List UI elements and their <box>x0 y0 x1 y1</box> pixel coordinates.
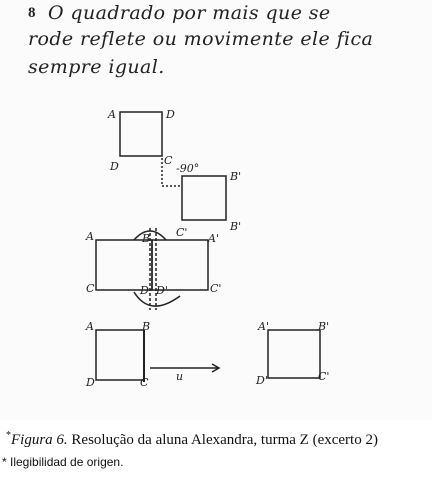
translation-original <box>96 330 144 380</box>
caption-marker: * <box>6 430 11 441</box>
footnote-marker: * <box>2 455 7 469</box>
label-translation-A-prime: A' <box>258 320 269 333</box>
translation-image <box>268 330 320 378</box>
label-reflection-B: B <box>142 232 151 245</box>
label-A: A <box>108 108 116 121</box>
label-vector-u: u <box>176 370 184 383</box>
label-translation-B-prime: B' <box>318 320 330 333</box>
label-D-bottom: D <box>110 160 119 173</box>
label-translation-D: D <box>86 376 95 389</box>
label-C: C <box>164 154 173 167</box>
figure-number: Figura 6. <box>11 432 68 448</box>
original-square <box>120 112 162 156</box>
handwritten-line-3: sempre igual. <box>28 56 165 78</box>
label-reflection-C-prime-2: C' <box>210 282 222 295</box>
handwritten-line-2: rode reflete ou movimente ele fica <box>28 28 374 50</box>
footnote-text: Ilegibilidad de origen. <box>6 455 124 469</box>
label-reflection-D: D <box>140 284 149 297</box>
label-rotated-bottom: B' <box>230 220 242 233</box>
figure-caption <box>6 430 378 449</box>
reflection-square-right <box>152 240 208 290</box>
label-translation-C-prime: C' <box>318 370 330 383</box>
label-reflection-A-prime: A' <box>208 232 219 245</box>
handwritten-line-1: O quadrado por mais que se <box>48 2 331 24</box>
label-translation-B: B <box>142 320 151 333</box>
caption-text: Resolução da aluna Alexandra, turma Z (excerto 2) <box>67 432 378 448</box>
label-reflection-D-prime: D' <box>156 284 168 297</box>
rotated-square <box>182 176 226 220</box>
label-reflection-A: A <box>86 230 94 243</box>
item-number: 8 <box>28 5 36 21</box>
label-translation-C: C <box>140 376 149 389</box>
label-rotated-top: B' <box>230 170 242 183</box>
label-translation-D-prime: D' <box>256 374 268 387</box>
label-reflection-C-prime: C' <box>176 226 188 239</box>
label-translation-A: A <box>86 320 94 333</box>
reflection-square-left <box>96 240 152 290</box>
rotation-angle: -90° <box>176 162 200 175</box>
label-D: D <box>166 108 175 121</box>
footnote <box>2 455 123 469</box>
label-reflection-C: C <box>86 282 95 295</box>
